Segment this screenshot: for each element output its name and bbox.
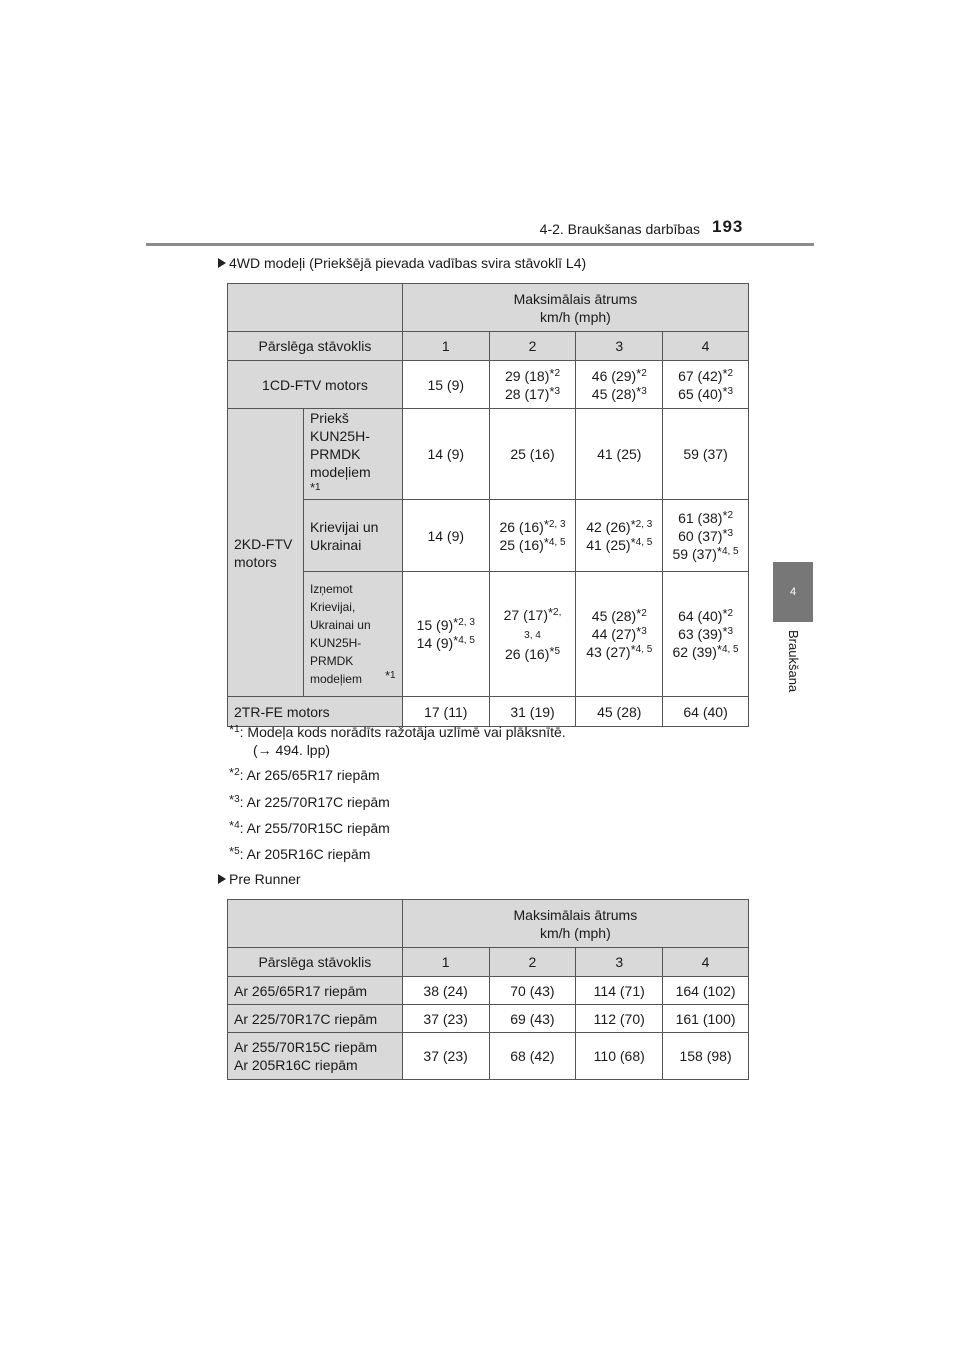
gear-2: 2 — [489, 332, 576, 361]
speed-table-4wd — [227, 283, 749, 727]
value-cell: 112 (70) — [576, 1005, 663, 1033]
value-cell: 67 (42)*$^2$ 65 (40)*$^3$ — [663, 361, 749, 409]
value-cell: 158 (98) — [663, 1033, 749, 1080]
gear-1: 1 — [402, 332, 489, 361]
table-row — [228, 697, 749, 727]
value-cell: 17 (11) — [402, 697, 489, 727]
footnote: *$^1$: Modeļa kods norādīts ražotāja uzlīmē vai plāksnītē. — [229, 722, 566, 740]
section-heading-text: Pre Runner — [229, 871, 301, 887]
row-label: Priekš KUN25H-PRMDK modeļiem*$^1$ — [303, 409, 402, 500]
value-cell: 14 (9) — [402, 500, 489, 572]
value-cell: 61 (38)*$^2$ 60 (37)*$^3$ 59 (37)*$^{4, 5}$ — [663, 500, 749, 572]
gear-2: 2 — [489, 948, 576, 977]
max-speed-header: Maksimālais ātrums km/h (mph) — [402, 284, 748, 332]
footnote: *$^3$: Ar 225/70R17C riepām — [229, 792, 390, 810]
value-cell: 161 (100) — [663, 1005, 749, 1033]
value-cell: 64 (40) — [663, 697, 749, 727]
value-cell: 37 (23) — [402, 1033, 489, 1080]
row-label: Izņemot Krievijai, Ukrainai un KUN25H-PRMDK modeļiem *$^1$ — [303, 572, 402, 697]
footnote: *$^4$: Ar 255/70R15C riepām — [229, 818, 390, 836]
gear-label: Pārslēga stāvoklis — [228, 948, 403, 977]
value-cell: 64 (40)*$^2$ 63 (39)*$^3$ 62 (39)*$^{4, 5}$ — [663, 572, 749, 697]
gear-label: Pārslēga stāvoklis — [228, 332, 403, 361]
chapter-label — [786, 630, 802, 700]
chapter-name: Braukšana — [786, 630, 801, 693]
table-row — [228, 1005, 749, 1033]
value-cell: 37 (23) — [402, 1005, 489, 1033]
value-cell: 25 (16) — [489, 409, 576, 500]
group-label: 2KD-FTV motors — [228, 409, 304, 697]
gear-4: 4 — [663, 332, 749, 361]
value-cell: 69 (43) — [489, 1005, 576, 1033]
value-cell: 68 (42) — [489, 1033, 576, 1080]
value-cell: 59 (37) — [663, 409, 749, 500]
value-cell: 14 (9) — [402, 409, 489, 500]
table-row — [228, 409, 749, 500]
gear-3: 3 — [576, 332, 663, 361]
arrow-right-icon — [218, 874, 226, 884]
value-cell: 46 (29)*$^2$ 45 (28)*$^3$ — [576, 361, 663, 409]
value-cell: 31 (19) — [489, 697, 576, 727]
header-rule — [146, 243, 814, 246]
gear-1: 1 — [402, 948, 489, 977]
value-cell: 42 (26)*$^{2, 3}$ 41 (25)*$^{4, 5}$ — [576, 500, 663, 572]
value-cell: 45 (28)*$^2$ 44 (27)*$^3$ 43 (27)*$^{4, 5}$ — [576, 572, 663, 697]
row-label: 1CD-FTV motors — [228, 361, 403, 409]
row-label: Krievijai un Ukrainai — [303, 500, 402, 572]
table-row — [228, 500, 749, 572]
page-number: 193 — [712, 217, 744, 236]
value-cell: 29 (18)*$^2$ 28 (17)*$^3$ — [489, 361, 576, 409]
value-cell: 38 (24) — [402, 977, 489, 1005]
footnote: *$^5$: Ar 205R16C riepām — [229, 844, 371, 862]
value-cell: 15 (9)*$^{2, 3}$ 14 (9)*$^{4, 5}$ — [402, 572, 489, 697]
value-cell: 41 (25) — [576, 409, 663, 500]
max-speed-header: Maksimālais ātrums km/h (mph) — [402, 900, 748, 948]
value-cell: 70 (43) — [489, 977, 576, 1005]
table-row — [228, 572, 749, 697]
table-row — [228, 977, 749, 1005]
value-cell: 110 (68) — [576, 1033, 663, 1080]
row-label: Ar 255/70R15C riepām Ar 205R16C riepām — [228, 1033, 403, 1080]
value-cell: 45 (28) — [576, 697, 663, 727]
arrow-right-icon — [218, 258, 226, 268]
speed-table-pre-runner — [227, 899, 749, 1080]
row-label: Ar 265/65R17 riepām — [228, 977, 403, 1005]
footnote-page-ref: (→ 494. lpp) — [253, 742, 331, 758]
table-row — [228, 1033, 749, 1080]
gear-4: 4 — [663, 948, 749, 977]
chapter-tab: 4 — [773, 562, 813, 622]
header-empty-cell — [228, 284, 403, 332]
header-empty-cell — [228, 900, 403, 948]
value-cell: 27 (17)*$^{2,}$ 3, 4 26 (16)*$^5$ — [489, 572, 576, 697]
gear-3: 3 — [576, 948, 663, 977]
section-title: 4-2. Braukšanas darbības — [539, 221, 700, 237]
section-heading-4wd — [218, 255, 586, 271]
row-label: Ar 225/70R17C riepām — [228, 1005, 403, 1033]
value-cell: 164 (102) — [663, 977, 749, 1005]
table-row — [228, 361, 749, 409]
section-heading-pre-runner — [218, 871, 301, 887]
value-cell: 15 (9) — [402, 361, 489, 409]
value-cell: 114 (71) — [576, 977, 663, 1005]
footnote: *$^2$: Ar 265/65R17 riepām — [229, 765, 380, 783]
value-cell: 26 (16)*$^{2, 3}$ 25 (16)*$^{4, 5}$ — [489, 500, 576, 572]
section-heading-text: 4WD modeļi (Priekšējā pievada vadības svira stāvoklī L4) — [229, 255, 587, 271]
row-label: 2TR-FE motors — [228, 697, 403, 727]
